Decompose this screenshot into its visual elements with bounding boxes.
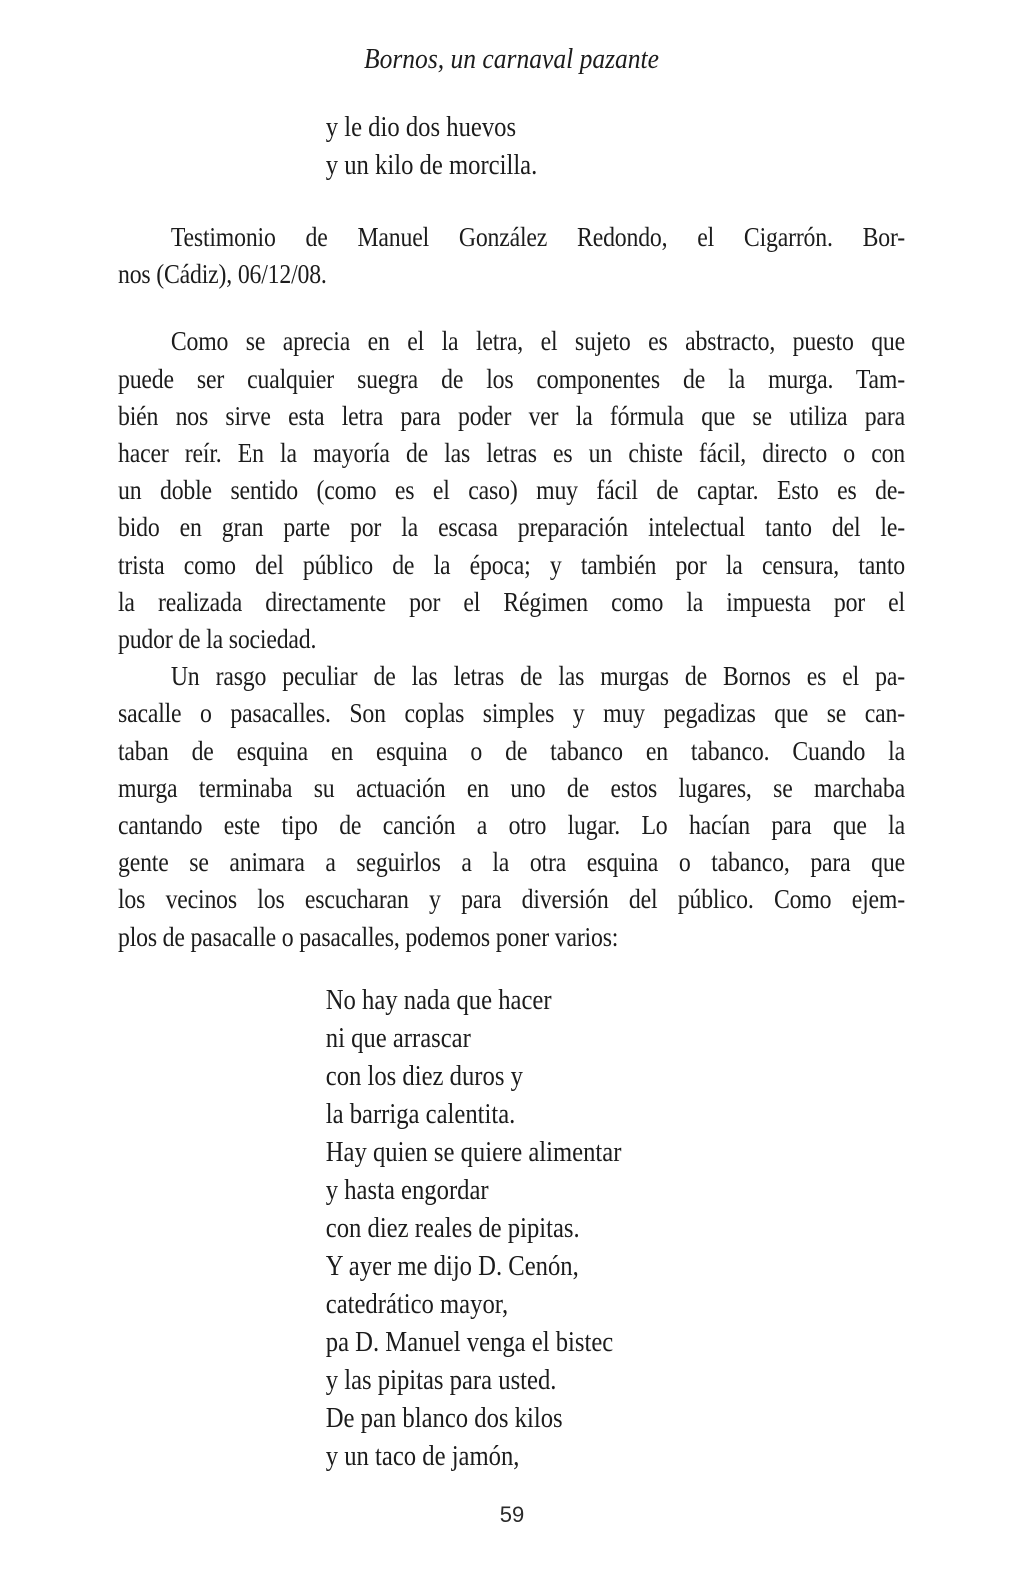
running-header: Bornos, un carnaval pazante bbox=[364, 43, 659, 75]
body-paragraph-1 bbox=[118, 323, 905, 658]
verse-block-bottom bbox=[118, 982, 1024, 1476]
text-line: puede ser cualquier suegra de los componentes de la murga. Tam- bbox=[118, 363, 905, 394]
text-line: bido en gran parte por la escasa preparación intelectual tanto del le- bbox=[118, 512, 905, 543]
text-line: Y ayer me dijo D. Cenón, bbox=[325, 1250, 579, 1282]
text-line: No hay nada que hacer bbox=[325, 984, 552, 1016]
text-line: y un taco de jamón, bbox=[325, 1440, 520, 1472]
text-line: y hasta engordar bbox=[325, 1174, 489, 1206]
text-line: Un rasgo peculiar de las letras de las murgas de Bornos es el pa- bbox=[170, 661, 905, 692]
text-line: ni que arrascar bbox=[325, 1022, 471, 1054]
testimony-paragraph bbox=[118, 219, 905, 293]
text-line: y un kilo de morcilla. bbox=[325, 150, 538, 181]
text-line: con diez reales de pipitas. bbox=[325, 1212, 580, 1244]
text-line: hacer reír. En la mayoría de las letras es un chiste fácil, directo o con bbox=[118, 438, 905, 469]
text-line: la realizada directamente por el Régimen como la impuesta por el bbox=[118, 586, 905, 617]
text-line: nos (Cádiz), 06/12/08. bbox=[118, 259, 327, 290]
text-line: y le dio dos huevos bbox=[325, 112, 517, 143]
text-line: Como se aprecia en el la letra, el sujeto es abstracto, puesto que bbox=[170, 326, 905, 357]
body-paragraph-2 bbox=[118, 658, 905, 956]
text-line: pudor de la sociedad. bbox=[118, 624, 317, 655]
verse-block-top bbox=[118, 109, 1024, 185]
text-line: Hay quien se quiere alimentar bbox=[325, 1136, 622, 1168]
text-line: y las pipitas para usted. bbox=[325, 1364, 557, 1396]
text-line: bién nos sirve esta letra para poder ver la fórmula que se utiliza para bbox=[118, 400, 905, 431]
text-line: murga terminaba su actuación en uno de estos lugares, se marchaba bbox=[118, 772, 905, 803]
text-line: gente se animara a seguirlos a la otra esquina o tabanco, para que bbox=[118, 847, 905, 878]
text-column bbox=[118, 0, 905, 1476]
text-line: taban de esquina en esquina o de tabanco en tabanco. Cuando la bbox=[118, 735, 905, 766]
text-line: plos de pasacalle o pasacalles, podemos poner varios: bbox=[118, 921, 619, 952]
page-number: 59 bbox=[499, 1502, 525, 1527]
text-line: con los diez duros y bbox=[325, 1060, 523, 1092]
text-line: la barriga calentita. bbox=[325, 1098, 516, 1130]
text-line: sacalle o pasacalles. Son coplas simples y muy pegadizas que se can- bbox=[118, 698, 905, 729]
text-line: catedrático mayor, bbox=[325, 1288, 509, 1320]
text-line: Testimonio de Manuel González Redondo, el Cigarrón. Bor- bbox=[170, 222, 905, 252]
text-line: trista como del público de la época; y también por la censura, tanto bbox=[118, 549, 905, 580]
text-line: los vecinos los escucharan y para diversión del público. Como ejem- bbox=[118, 884, 905, 915]
text-line: De pan blanco dos kilos bbox=[325, 1402, 563, 1434]
text-line: un doble sentido (como es el caso) muy fácil de captar. Esto es de- bbox=[118, 475, 905, 506]
text-line: cantando este tipo de canción a otro lugar. Lo hacían para que la bbox=[118, 810, 905, 841]
text-line: pa D. Manuel venga el bistec bbox=[325, 1326, 614, 1358]
